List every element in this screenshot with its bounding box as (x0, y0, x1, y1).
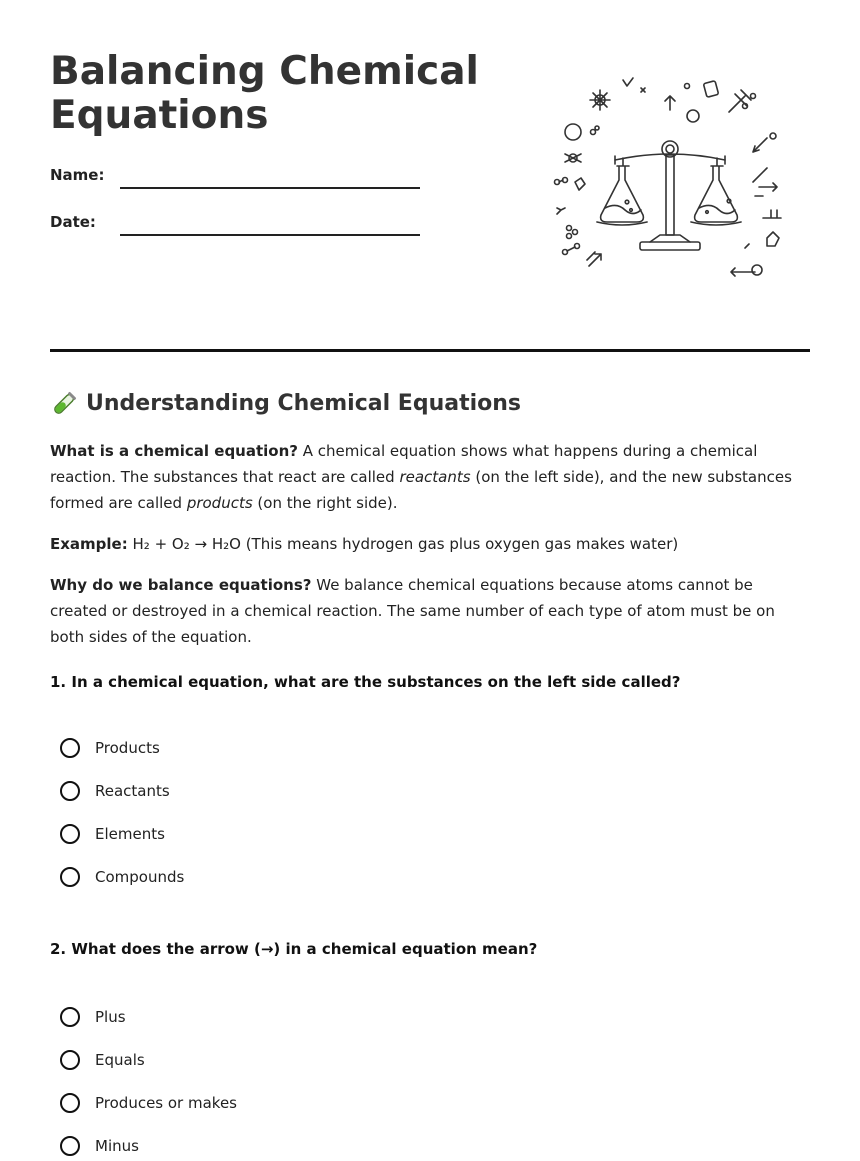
radio-circle-icon[interactable] (60, 1093, 80, 1113)
q2-option-minus[interactable] (60, 1136, 139, 1156)
test-tube-icon (50, 391, 77, 418)
date-field[interactable] (120, 234, 420, 236)
question-1: 1. In a chemical equation, what are the substances on the left side called? (50, 673, 681, 691)
option-label: Products (95, 739, 160, 757)
option-label: Produces or makes (95, 1094, 237, 1112)
definition-lead: What is a chemical equation? (50, 442, 298, 460)
q2-option-equals[interactable] (60, 1050, 145, 1070)
option-label: Minus (95, 1137, 139, 1155)
option-label: Plus (95, 1008, 126, 1026)
section-heading (50, 390, 521, 418)
balance-scale-illustration (545, 70, 795, 285)
option-label: Compounds (95, 868, 185, 886)
why-balance-lead: Why do we balance equations? (50, 576, 312, 594)
radio-circle-icon[interactable] (60, 1136, 80, 1156)
option-label: Elements (95, 825, 165, 843)
products-term: products (186, 494, 253, 512)
example-paragraph (50, 531, 810, 557)
name-field[interactable] (120, 187, 420, 189)
radio-circle-icon[interactable] (60, 1007, 80, 1027)
q2-option-produces[interactable] (60, 1093, 237, 1113)
option-label: Reactants (95, 782, 170, 800)
radio-circle-icon[interactable] (60, 1050, 80, 1070)
definition-paragraph (50, 438, 810, 516)
section-heading-text: Understanding Chemical Equations (86, 391, 522, 416)
definition-text: A chemical equation shows what happens during a chemical reaction. The substances that react are called (50, 442, 758, 486)
q1-option-elements[interactable] (60, 824, 165, 844)
q1-option-reactants[interactable] (60, 781, 170, 801)
definition-text: (on the right side). (252, 494, 398, 512)
radio-circle-icon[interactable] (60, 781, 80, 801)
header-divider (50, 349, 810, 352)
q1-option-products[interactable] (60, 738, 160, 758)
example-text: H₂ + O₂ → H₂O (This means hydrogen gas plus oxygen gas makes water) (127, 535, 679, 553)
date-label: Date: (50, 213, 96, 231)
option-label: Equals (95, 1051, 145, 1069)
radio-circle-icon[interactable] (60, 738, 80, 758)
example-lead: Example: (50, 535, 128, 553)
why-balance-text: We balance chemical equations because atoms cannot be created or destroyed in a chemical reaction. The same number of each type of atom must be on both sides of the equation. (50, 576, 775, 646)
definition-text: (on the left side), and the new substances formed are called (50, 468, 792, 512)
q1-option-compounds[interactable] (60, 867, 184, 887)
name-label: Name: (50, 166, 105, 184)
question-2: 2. What does the arrow (→) in a chemical equation mean? (50, 940, 538, 958)
radio-circle-icon[interactable] (60, 867, 80, 887)
q2-option-plus[interactable] (60, 1007, 126, 1027)
reactants-term: reactants (399, 468, 471, 486)
radio-circle-icon[interactable] (60, 824, 80, 844)
why-balance-paragraph (50, 572, 810, 650)
page-title: Balancing Chemical Equations (50, 49, 479, 138)
